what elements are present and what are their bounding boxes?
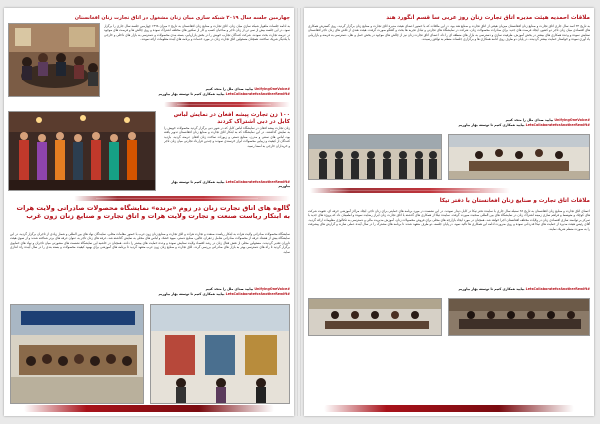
article-title: گالوه های اتاق تجارت زنان در زوم «برنده» نمایشگاه محصولات صادراتی ولایت هرات به ابتکار ریاست صنعت و تجارت ولایت هرات و اتاق تجارت و صنایع زنان زون غرب (16, 204, 290, 221)
red-brush-footer (24, 405, 274, 412)
hashtag-line (164, 180, 290, 189)
hashtag-line (308, 123, 590, 127)
meeting-table-image (449, 135, 590, 180)
hashtag-text: بیایید صدای ملل را متحد کنیم (205, 287, 254, 291)
fashion-show-photo (8, 111, 156, 191)
exhibition-stall-image (151, 305, 290, 404)
tika-meeting-photo-left (308, 298, 442, 336)
red-brush-divider (164, 102, 290, 107)
tika-meeting-photo-right (448, 298, 590, 336)
hashtag-line (104, 87, 290, 91)
article-body: به ادامه جلسات ماهوار شبکه سازی میان زنان، اتاق تجارت و صنایع زنان افغانستان به تاریخ ۶ میزان ۱۳۹۸ چهارمین جلسه سال جاری را برگزار نمود. در این جلسه بیش از سی تن از زنان تاجر و صاحبان کسب و کار از سکتور های مختلف اشتراک نموده و روی چالش ها و فرصت های موجود در عرصه تجارت بحث نمودند. شرکت کنندگان تجارب خویش را در بخش بازاریابی، بسته بندی محصولات و دسترسی به بازار های داخلی و خارجی با یکدیگر شریک ساختند. همچنان مسئولین اتاق تجارت زنان در مورد خدمات و برنامه های آینده معلومات ارائه نمودند. (104, 24, 290, 42)
office-meeting-image (309, 299, 442, 336)
article-body: نمایشگاه محصولات صادراتی ولایت هرات به ابتکار ریاست صنعت و تجارت هرات و اتاق تجارت و صنایع زنان زون غرب با حضور مقامات محلی، نمایندگان نهاد های بین المللی و شمار زیادی از تاجران برگزار گردید. در این نمایشگاه بیش از هشتاد غرفه از محصولات صادراتی شامل زعفران، قالین، صنایع دستی، میوه خشک و لباس های محلی به نمایش گذاشته شد. غرفه های زنان تاجر به عنوان غرفه های برتر شناخته شدند و از سوی هیئت داوران تقدیر گردیدند. مسئولین محلی از نقش فعال زنان در رشد اقتصاد ولایت ستایش نموده و وعده حمایت های بیشتر را دادند. همچنان در حاشیه این نمایشگاه نشست های مشورتی میان تاجران و نهاد های حمایوی برگزار گردید تا راه های دسترسی بهتر به بازار های صادراتی بررسی گردد. اتاق تجارت و صنایع زنان زون غرب متعهد گردید تا برنامه های آموزشی برای بهبود کیفیت محصولات و بسته بندی را در سال آینده راه اندازی نماید. (10, 232, 290, 254)
hashtag-text: بیایید همکاری کنیم تا توسعه بهار بیاوریم (158, 292, 225, 296)
hashtag-line (308, 287, 590, 291)
hashtag-en: #LetsCollaborateforAnotherRewift (225, 180, 290, 184)
hashtag-line (10, 287, 290, 291)
meeting-photo (8, 23, 100, 97)
hashtag-line (308, 118, 590, 122)
left-page (4, 8, 294, 416)
hashtag-text: بیایید همکاری کنیم تا توسعه بهار بیاوریم (171, 180, 290, 189)
hashtag-text: بیایید همکاری کنیم تا توسعه بهار بیاوریم (458, 123, 525, 127)
hashtag-text: بیایید همکاری کنیم تا توسعه بهار بیاوریم (158, 92, 225, 96)
book-spine (297, 8, 301, 416)
article-title: چهارمین جلسه سال ۲۰۱۹ شبکه سازی میان زنان مشغول در اتاق تجارت زنان افغانستان (74, 15, 290, 21)
hashtag-en: #LetsCollaborateforAnotherRewift (525, 123, 590, 127)
exhibition-photo-right (150, 304, 290, 404)
article-title: ملاقات اتاق تجارت و صنایع زنان افغانستان با دفتر تیکا (439, 198, 590, 204)
article-body: زنان تجارت پیشه افغان در نمایشگاه لباس کابل که در شهر دبی برگزار گردید محصولات خویش را به نمایش گذاشتند. در این نمایشگاه که به ابتکار اتاق تجارت و صنایع زنان افغانستان تدویر یافته بود، لباس های سنتی و مدرن، صنایع دستی و زیورات ساخت زنان افغان عرضه گردید. بازدید کنندگان از کیفیت و زیبایی محصولات ابراز خرسندی نمودند و چندین قرارداد تجارتی میان زنان تاجر و خریداران خارجی به امضا رسید. (164, 126, 290, 148)
hashtag-en: #LetsCollaborateforAnotherRewift (225, 292, 290, 296)
conference-room-image (449, 299, 590, 336)
article-title: ۱۰۰ زن تجارت پیشه افغان در نمایش لباس کابل در دبی اشتراک کردند (173, 112, 290, 125)
article-body: به تاریخ ۲۴ اسد سال جاری اتاق تجارت و صنایع زنان افغانستان میزبان هیئتی از اتاق تجارت و صنایع هند بود. در این ملاقات که با حضور اعضای هیئت مدیره اتاق تجارت و صنایع زنان برگزار گردید، روی گسترش همکاری های اقتصادی میان زنان تاجر دو کشور، ایجاد فرصت های جدید برای صادرات محصولات زنان، شرکت در نمایشگاه های تجارتی و تبادل تجربه ها بحث و گفتگو صورت گرفت. هیئت هندی از تلاش های زنان تاجر افغانستان ستایش نموده و وعده همکاری های بیشتر در بخش آموزش، ظرفیت سازی و دسترسی به بازار های منطقه ای را داد. اعضای اتاق تجارت زنان نیز از چالش های موجود در بخش حمل و نقل، دسترسی به قرضه و بازاریابی یاد آوری نموده و خواستار حمایت بیشتر گردیدند. در پایان دو طرف روی ادامه همکاری ها و برگزاری جلسات منظم به توافق رسیدند. (308, 24, 590, 42)
right-page (304, 8, 594, 416)
hashtag-text: بیایید صدای ملل را متحد کنیم (205, 87, 254, 91)
delegation-photo-right (448, 134, 590, 180)
exhibition-hall-image (11, 305, 144, 404)
hashtag-en: #UnifyingOneVoice (554, 118, 590, 122)
red-brush-divider (310, 188, 510, 193)
article-body: اعضای اتاق تجارت و صنایع زنان افغانستان به تاریخ ۲۸ سنبله سال جاری با نماینده دفتر تیکا در کابل دیدار نمودند. در این نشست در مورد برنامه های حمایتی برای زنان تاجر، ایجاد مراکز آموزشی حرفه ای، تقویت شرکت های کوچک و متوسط و فراهم سازی زمینه اشتراک زنان در نمایشگاه های بین المللی صحبت صورت گرفت. نماینده تیکا از همکاری های گذشته با اتاق تجارت زنان ابراز رضایت نموده و اطمینان داد که پروژه های جدید با تمرکز بر توانمند سازی اقتصادی زنان در ولایات مختلف افغانستان اجرا خواهد شد. همچنان در مورد ایجاد بازارچه های محلی برای فروش محصولات زنان، آموزش مدیریت مالی و دسترسی به تکنالوژی معلومات ارائه گردید. آقای رئیس هیئت مدیره از حمایت های تیکا قدردانی نموده و روی ضرورت ادامه این همکاری ها تاکید نمود. در پایان جلسه، دو طرف متعهد شدند تا برنامه های مشترک را در سال آینده عملی سازند و گزارش های پیشرفت را به صورت منظم شریک نمایند. (308, 209, 590, 231)
delegation-photo-left (308, 134, 442, 180)
red-brush-divider (74, 196, 290, 201)
article-title: ملاقات احمدیه هیئت مدیره اتاق تجارت زنان روز عربی سا قسم انگورد هند (386, 15, 590, 21)
hashtag-en: #UnifyingOneVoice (254, 287, 290, 291)
hashtag-line (10, 292, 290, 296)
hashtag-en: #LetsCollaborateforAnotherRewift (225, 92, 290, 96)
hashtag-en: #LetsCollaborateforAnotherRewift (525, 287, 590, 291)
meeting-room-image (9, 24, 100, 97)
hashtag-text: بیایید همکاری کنیم تا توسعه بهار بیاوریم (458, 287, 525, 291)
hashtag-en: #UnifyingOneVoice (254, 87, 290, 91)
hashtag-text: بیایید صدای ملل را متحد کنیم (505, 118, 554, 122)
red-brush-footer (324, 405, 574, 412)
delegation-group-image (309, 135, 442, 180)
exhibition-photo-left (10, 304, 144, 404)
hashtag-line (104, 92, 290, 96)
fashion-show-image (9, 112, 156, 191)
